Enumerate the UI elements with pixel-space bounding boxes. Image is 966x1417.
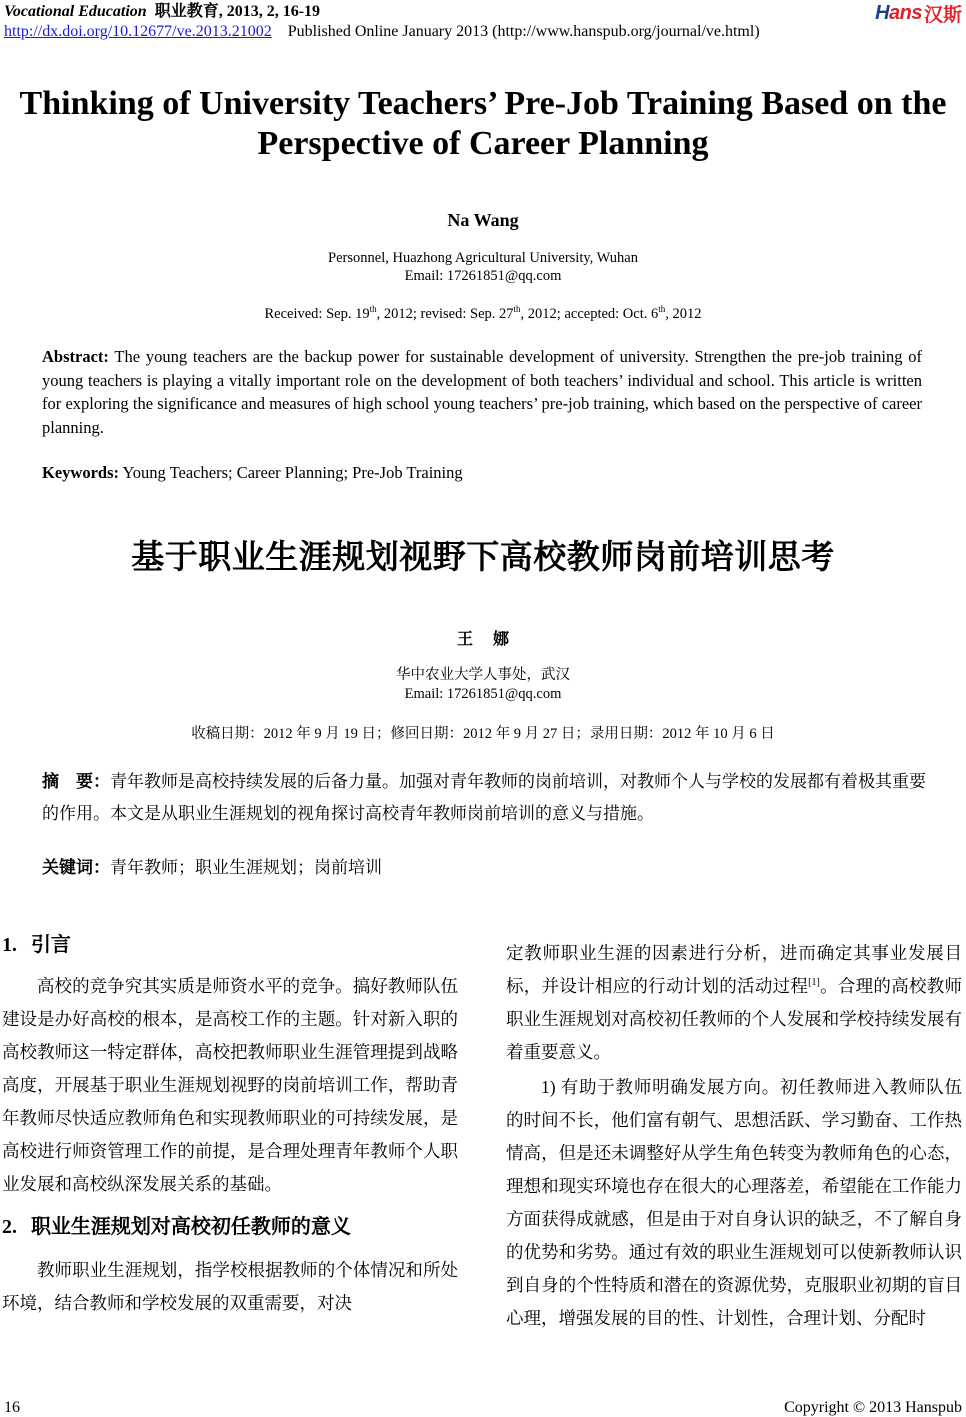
section-2-paragraph: 教师职业生涯规划，指学校根据教师的个体情况和所处环境，结合教师和学校发展的双重需要，对决 — [2, 1260, 458, 1313]
chinese-keywords — [42, 852, 926, 884]
page-number: 16 — [4, 1399, 20, 1416]
journal-citation: 职业教育, 2013, 2, 16-19 — [154, 3, 321, 20]
published-online-text: Published Online January 2013 (http://www.hanspub.org/journal/ve.html) — [287, 23, 760, 40]
keywords-label: Keywords: — [42, 463, 119, 482]
english-title: Thinking of University Teachers’ Pre-Job Training Based on the Perspective of Career Planning — [19, 85, 947, 162]
copyright-notice: Copyright © 2013 Hanspub — [784, 1399, 962, 1416]
english-affiliation-block — [0, 249, 966, 285]
hans-logo-wordmark: Hans — [875, 1, 922, 24]
english-author: Na Wang — [447, 210, 519, 230]
section-1-paragraph: 高校的竞争究其实质是师资水平的竞争。搞好教师队伍建设是办好高校的根本，是高校工作的主题。针对新入职的高校教师这一特定群体，高校把教师职业生涯管理提到战略高度，开展基于职业生涯规划视野的岗前培训工作，帮助青年教师尽快适应教师角色和实现教师职业的可持续发展，是高校进行师资管理工作的前提，是合理处理青年教师个人职业发展和高校纵深发展关系的基础。 — [2, 976, 458, 1194]
english-abstract — [42, 345, 922, 439]
hans-logo-chinese: 汉斯 — [923, 3, 962, 26]
citation-ref-1[interactable]: [1] — [808, 977, 820, 989]
journal-header — [4, 2, 320, 21]
english-affiliation: Personnel, Huazhong Agricultural University, Wuhan — [328, 250, 638, 266]
body-left-column — [2, 927, 458, 1320]
chinese-author: 王娜 — [456, 629, 529, 648]
chinese-affiliation: 华中农业大学人事处，武汉 — [396, 667, 570, 683]
chinese-keywords-text: 青年教师；职业生涯规划；岗前培训 — [110, 858, 382, 877]
chinese-affiliation-block — [0, 666, 966, 704]
body-right-column — [506, 937, 962, 1335]
english-keywords — [42, 461, 922, 485]
point-1-paragraph: 1) 有助于教师明确发展方向。初任教师进入教师队伍的时间不长，他们富有朝气、思想活跃、学习勤奋、工作热情高，但是还未调整好从学生角色转变为教师角色的心态，理想和现实环境也存在很大的心理落差，希望能在工作能力方面获得成就感，但是由于对自身认识的缺乏，不了解自身的优势和劣势。通过有效的职业生涯规划可以使新教师认识到自身的个性特质和潜在的资源优势，克服职业初期的盲目心理，增强发展的目的性、计划性，合理计划、分配时 — [506, 1077, 962, 1328]
abstract-text: The young teachers are the backup power for sustainable development of university. Strengthen the pre-job training of young teachers is playing a vitally important role on the development of both teachers’ individual and school. This article is written for exploring the significance and measures of high school young teachers’ pre-job training, which based on the perspective of career planning. — [42, 347, 922, 437]
chinese-keywords-label: 关键词： — [42, 858, 110, 878]
english-dates: Received: Sep. 19th, 2012; revised: Sep. 27th, 2012; accepted: Oct. 6th, 2012 — [264, 304, 702, 322]
publication-line — [4, 22, 760, 42]
chinese-abstract-text: 青年教师是高校持续发展的后备力量。加强对青年教师的岗前培训，对教师个人与学校的发展都有着极其重要的作用。本文是从职业生涯规划的视角探讨高校青年教师岗前培训的意义与措施。 — [42, 772, 926, 823]
chinese-dates: 收稿日期：2012 年 9 月 19 日；修回日期：2012 年 9 月 27 日；录用日期：2012 年 10 月 6 日 — [191, 726, 775, 742]
english-email: Email: 17261851@qq.com — [404, 268, 562, 284]
section-2-heading: 2. 职业生涯规划对高校初任教师的意义 — [2, 1214, 351, 1238]
abstract-label: Abstract: — [42, 347, 109, 366]
hans-logo — [875, 2, 962, 24]
chinese-title: 基于职业生涯规划视野下高校教师岗前培训思考 — [131, 537, 835, 576]
doi-link[interactable]: http://dx.doi.org/10.12677/ve.2013.21002 — [4, 23, 272, 40]
chinese-email: Email: 17261851@qq.com — [404, 686, 562, 702]
chinese-abstract-label: 摘 要： — [42, 772, 110, 792]
section-2-paragraph-continued: 定教师职业生涯的因素进行分析，进而确定其事业发展目标，并设计相应的行动计划的活动过程[1]。合理的高校教师职业生涯规划对高校初任教师的个人发展和学校持续发展有着重要意义。 — [506, 943, 963, 1062]
chinese-abstract — [42, 766, 926, 829]
section-1-heading: 1. 引言 — [2, 932, 71, 956]
keywords-text: Young Teachers; Career Planning; Pre-Job Training — [119, 463, 463, 482]
journal-name: Vocational Education — [4, 3, 147, 20]
